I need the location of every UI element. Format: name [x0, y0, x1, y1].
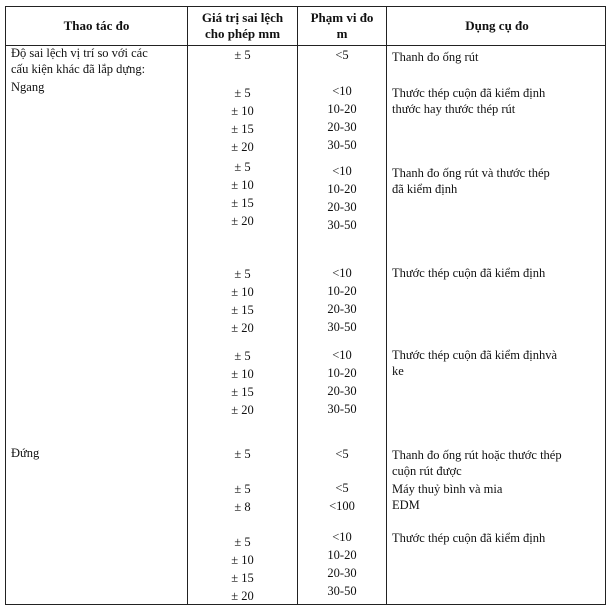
tool-group-3: Thanh đo ống rút và thước thép đã kiểm định	[392, 166, 550, 196]
tool-group-5: Thước thép cuộn đã kiểm địnhvà ke	[392, 348, 558, 378]
operation-intro: Độ sai lệch vị trí so với các cấu kiện khác đã lắp dựng:	[11, 46, 148, 76]
tolerance-group-1: ± 5	[234, 48, 251, 62]
tool-group-1: Thanh đo ống rút	[392, 50, 479, 64]
tolerance-group-7: ± 5 ± 8	[234, 482, 251, 514]
tolerance-table	[5, 6, 606, 605]
tolerance-group-8: ± 5 ± 10 ± 15 ± 20	[231, 535, 254, 603]
range-group-3: <10 10-20 20-30 30-50	[327, 164, 357, 232]
tool-group-2: Thước thép cuộn đã kiểm định thước hay thước thép rút	[392, 86, 546, 116]
tolerance-group-6: ± 5	[234, 447, 251, 461]
range-group-4: <10 10-20 20-30 30-50	[327, 266, 357, 334]
header-measurement-operation: Thao tác đo	[63, 18, 130, 33]
operation-vertical: Đứng	[11, 446, 40, 460]
column-divider	[386, 7, 387, 604]
tolerance-group-5: ± 5 ± 10 ± 15 ± 20	[231, 349, 254, 417]
header-allowed-deviation: Giá trị sai lệch cho phép mm	[201, 10, 284, 41]
range-group-8: <10 10-20 20-30 30-50	[327, 530, 357, 598]
tool-group-8: Thước thép cuộn đã kiểm định	[392, 531, 546, 545]
range-group-1: <5	[335, 48, 349, 62]
operation-horizontal: Ngang	[11, 80, 45, 94]
range-group-7: <5 <100	[329, 481, 355, 513]
tool-group-4: Thước thép cuộn đã kiểm định	[392, 266, 546, 280]
header-measuring-range: Phạm vi đo m	[310, 10, 374, 41]
tolerance-group-3: ± 5 ± 10 ± 15 ± 20	[231, 160, 254, 228]
tool-group-7: Máy thuỷ bình và mia EDM	[392, 482, 503, 512]
range-group-2: <10 10-20 20-30 30-50	[327, 84, 357, 152]
tolerance-group-4: ± 5 ± 10 ± 15 ± 20	[231, 267, 254, 335]
tolerance-group-2: ± 5 ± 10 ± 15 ± 20	[231, 86, 254, 154]
tool-group-6: Thanh đo ống rút hoặc thước thép cuộn rút được	[392, 448, 562, 478]
range-group-6: <5	[335, 447, 349, 461]
range-group-5: <10 10-20 20-30 30-50	[327, 348, 357, 416]
header-measuring-instrument: Dụng cụ đo	[465, 18, 529, 33]
